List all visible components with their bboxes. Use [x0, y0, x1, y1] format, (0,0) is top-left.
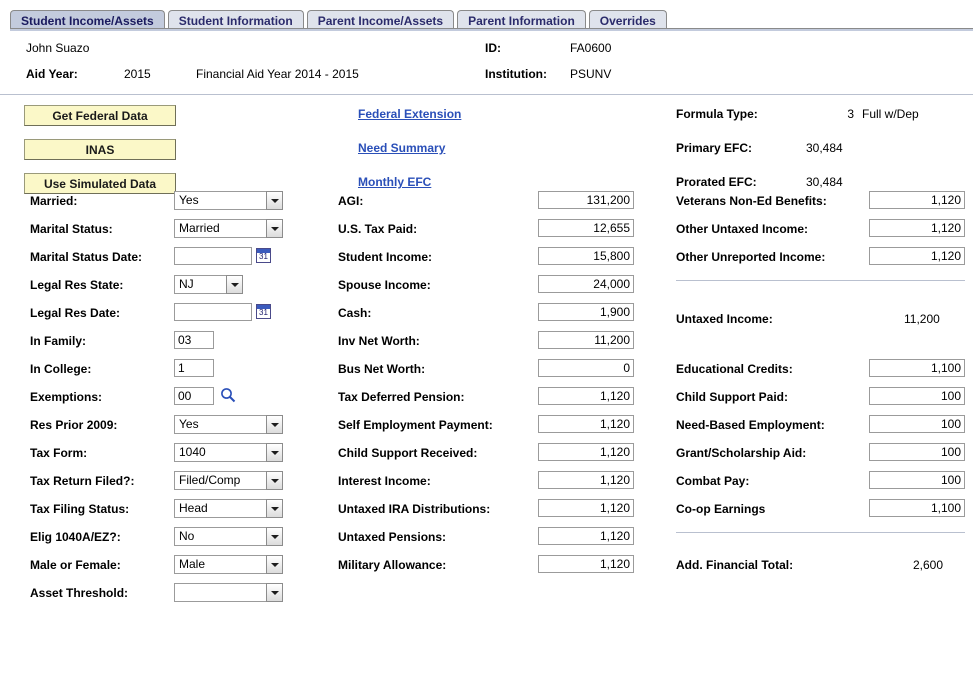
- record-header: [0, 37, 973, 95]
- spouse-income-label: Spouse Income:: [338, 278, 431, 292]
- institution-label: Institution:: [485, 67, 547, 81]
- combat-pay-label: Combat Pay:: [676, 474, 750, 488]
- elig-1040a-ez-select-chevron-down-icon[interactable]: [266, 527, 283, 546]
- tab-label: Parent Information: [468, 14, 575, 28]
- military-allowance-label: Military Allowance:: [338, 558, 447, 572]
- need-based-employment-label: Need-Based Employment:: [676, 418, 825, 432]
- id-value: FA0600: [570, 41, 612, 55]
- use-simulated-data-button[interactable]: Use Simulated Data: [24, 173, 176, 194]
- untaxed-pensions-input[interactable]: [538, 527, 634, 545]
- add-financial-total-value: 2,600: [913, 558, 944, 572]
- tab-label: Student Income/Assets: [21, 14, 154, 28]
- interest-income-input[interactable]: [538, 471, 634, 489]
- other-unreported-income-label: Other Unreported Income:: [676, 250, 826, 264]
- aid-year-value: 2015: [124, 67, 151, 81]
- institution-value: PSUNV: [570, 67, 612, 81]
- tax-filing-status-select[interactable]: Head: [174, 499, 272, 518]
- legal-res-date-input[interactable]: [174, 303, 252, 321]
- asset-threshold-label: Asset Threshold:: [30, 586, 129, 600]
- tax-return-filed-select[interactable]: Filed/Comp: [174, 471, 268, 490]
- asset-threshold-select-chevron-down-icon[interactable]: [266, 583, 283, 602]
- get-federal-data-button[interactable]: Get Federal Data: [24, 105, 176, 126]
- untaxed-income-label: Untaxed Income:: [676, 312, 773, 326]
- formula-type-number: 3: [847, 107, 854, 121]
- marital-status-date-calendar-icon[interactable]: [256, 248, 271, 263]
- legal-res-state-select[interactable]: NJ: [174, 275, 232, 294]
- tab-label: Overrides: [599, 14, 656, 28]
- need-based-employment-input[interactable]: [869, 415, 965, 433]
- in-family-label: In Family:: [30, 334, 87, 348]
- grant-scholarship-aid-input[interactable]: [869, 443, 965, 461]
- child-support-received-input[interactable]: [538, 443, 634, 461]
- elig-1040a-ez-select[interactable]: No: [174, 527, 272, 546]
- untaxed-income-value: 11,200: [904, 312, 940, 326]
- aid-year-label: Aid Year:: [26, 67, 78, 81]
- student-name: John Suazo: [26, 41, 90, 55]
- res-prior-2009-label: Res Prior 2009:: [30, 418, 118, 432]
- educational-credits-input[interactable]: [869, 359, 965, 377]
- interest-income-label: Interest Income:: [338, 474, 431, 488]
- bus-net-worth-label: Bus Net Worth:: [338, 362, 426, 376]
- tax-deferred-pension-label: Tax Deferred Pension:: [338, 390, 465, 404]
- co-op-earnings-input[interactable]: [869, 499, 965, 517]
- form-area: [0, 190, 973, 650]
- tax-form-select[interactable]: 1040: [174, 443, 272, 462]
- cash-label: Cash:: [338, 306, 372, 320]
- inas-button[interactable]: INAS: [24, 139, 176, 160]
- veterans-non-ed-benefits-label: Veterans Non-Ed Benefits:: [676, 194, 827, 208]
- inv-net-worth-input[interactable]: [538, 331, 634, 349]
- student-income-label: Student Income:: [338, 250, 433, 264]
- self-employment-payment-label: Self Employment Payment:: [338, 418, 493, 432]
- veterans-non-ed-benefits-input[interactable]: [869, 191, 965, 209]
- monthly-efc-link[interactable]: Monthly EFC: [358, 175, 432, 189]
- military-allowance-input[interactable]: [538, 555, 634, 573]
- self-employment-payment-input[interactable]: [538, 415, 634, 433]
- in-college-input[interactable]: [174, 359, 214, 377]
- inv-net-worth-label: Inv Net Worth:: [338, 334, 420, 348]
- tab-underline: [10, 28, 973, 31]
- tax-return-filed-select-chevron-down-icon[interactable]: [266, 471, 283, 490]
- exemptions-input[interactable]: [174, 387, 214, 405]
- bus-net-worth-input[interactable]: [538, 359, 634, 377]
- exemptions-label: Exemptions:: [30, 390, 103, 404]
- prorated-efc-label: Prorated EFC:: [676, 175, 757, 189]
- elig-1040a-ez-label: Elig 1040A/EZ?:: [30, 530, 121, 544]
- us-tax-paid-label: U.S. Tax Paid:: [338, 222, 418, 236]
- res-prior-2009-select-chevron-down-icon[interactable]: [266, 415, 283, 434]
- in-college-label: In College:: [30, 362, 92, 376]
- married-label: Married:: [30, 194, 78, 208]
- untaxed-pensions-label: Untaxed Pensions:: [338, 530, 447, 544]
- asset-threshold-select[interactable]: [174, 583, 272, 602]
- tax-return-filed-label: Tax Return Filed?:: [30, 474, 135, 488]
- spouse-income-input[interactable]: [538, 275, 634, 293]
- tax-filing-status-label: Tax Filing Status:: [30, 502, 130, 516]
- primary-efc-value: 30,484: [806, 141, 843, 155]
- legal-res-date-label: Legal Res Date:: [30, 306, 121, 320]
- tab-label: Student Information: [178, 14, 293, 28]
- tax-filing-status-select-chevron-down-icon[interactable]: [266, 499, 283, 518]
- male-or-female-label: Male or Female:: [30, 558, 121, 572]
- add-financial-total-label: Add. Financial Total:: [676, 558, 794, 572]
- prorated-efc-value: 30,484: [806, 175, 843, 189]
- tax-deferred-pension-input[interactable]: [538, 387, 634, 405]
- res-prior-2009-select[interactable]: Yes: [174, 415, 272, 434]
- other-untaxed-income-label: Other Untaxed Income:: [676, 222, 809, 236]
- id-label: ID:: [485, 41, 501, 55]
- legal-res-state-label: Legal Res State:: [30, 278, 124, 292]
- right-divider-1: [676, 280, 965, 281]
- married-select-chevron-down-icon[interactable]: [266, 191, 283, 210]
- other-untaxed-income-input[interactable]: [869, 219, 965, 237]
- child-support-received-label: Child Support Received:: [338, 446, 478, 460]
- us-tax-paid-input[interactable]: [538, 219, 634, 237]
- male-or-female-select[interactable]: Male: [174, 555, 272, 574]
- exemptions-search-icon[interactable]: [220, 387, 236, 403]
- male-or-female-select-chevron-down-icon[interactable]: [266, 555, 283, 574]
- right-divider-2: [676, 532, 965, 533]
- married-select[interactable]: Yes: [174, 191, 272, 210]
- tab-label: Parent Income/Assets: [317, 14, 444, 28]
- other-unreported-income-input[interactable]: [869, 247, 965, 265]
- child-support-paid-label: Child Support Paid:: [676, 390, 788, 404]
- cash-input[interactable]: [538, 303, 634, 321]
- actions-area: [0, 95, 973, 190]
- formula-type-text: Full w/Dep: [862, 107, 919, 121]
- marital-status-select-chevron-down-icon[interactable]: [266, 219, 283, 238]
- tax-form-label: Tax Form:: [30, 446, 88, 460]
- need-summary-link[interactable]: Need Summary: [358, 141, 446, 155]
- legal-res-state-select-chevron-down-icon[interactable]: [226, 275, 243, 294]
- agi-input[interactable]: [538, 191, 634, 209]
- co-op-earnings-label: Co-op Earnings: [676, 502, 766, 516]
- primary-efc-label: Primary EFC:: [676, 141, 753, 155]
- legal-res-date-calendar-icon[interactable]: [256, 304, 271, 319]
- combat-pay-input[interactable]: [869, 471, 965, 489]
- untaxed-ira-distributions-input[interactable]: [538, 499, 634, 517]
- educational-credits-label: Educational Credits:: [676, 362, 793, 376]
- student-income-input[interactable]: [538, 247, 634, 265]
- federal-extension-link[interactable]: Federal Extension: [358, 107, 462, 121]
- tax-form-select-chevron-down-icon[interactable]: [266, 443, 283, 462]
- untaxed-ira-distributions-label: Untaxed IRA Distributions:: [338, 502, 491, 516]
- child-support-paid-input[interactable]: [869, 387, 965, 405]
- marital-status-label: Marital Status:: [30, 222, 113, 236]
- formula-type-label: Formula Type:: [676, 107, 758, 121]
- aid-year-text: Financial Aid Year 2014 - 2015: [196, 67, 359, 81]
- tab-bar: [10, 4, 973, 31]
- grant-scholarship-aid-label: Grant/Scholarship Aid:: [676, 446, 807, 460]
- marital-status-date-label: Marital Status Date:: [30, 250, 143, 264]
- marital-status-date-input[interactable]: [174, 247, 252, 265]
- marital-status-select[interactable]: Married: [174, 219, 272, 238]
- agi-label: AGI:: [338, 194, 364, 208]
- in-family-input[interactable]: [174, 331, 214, 349]
